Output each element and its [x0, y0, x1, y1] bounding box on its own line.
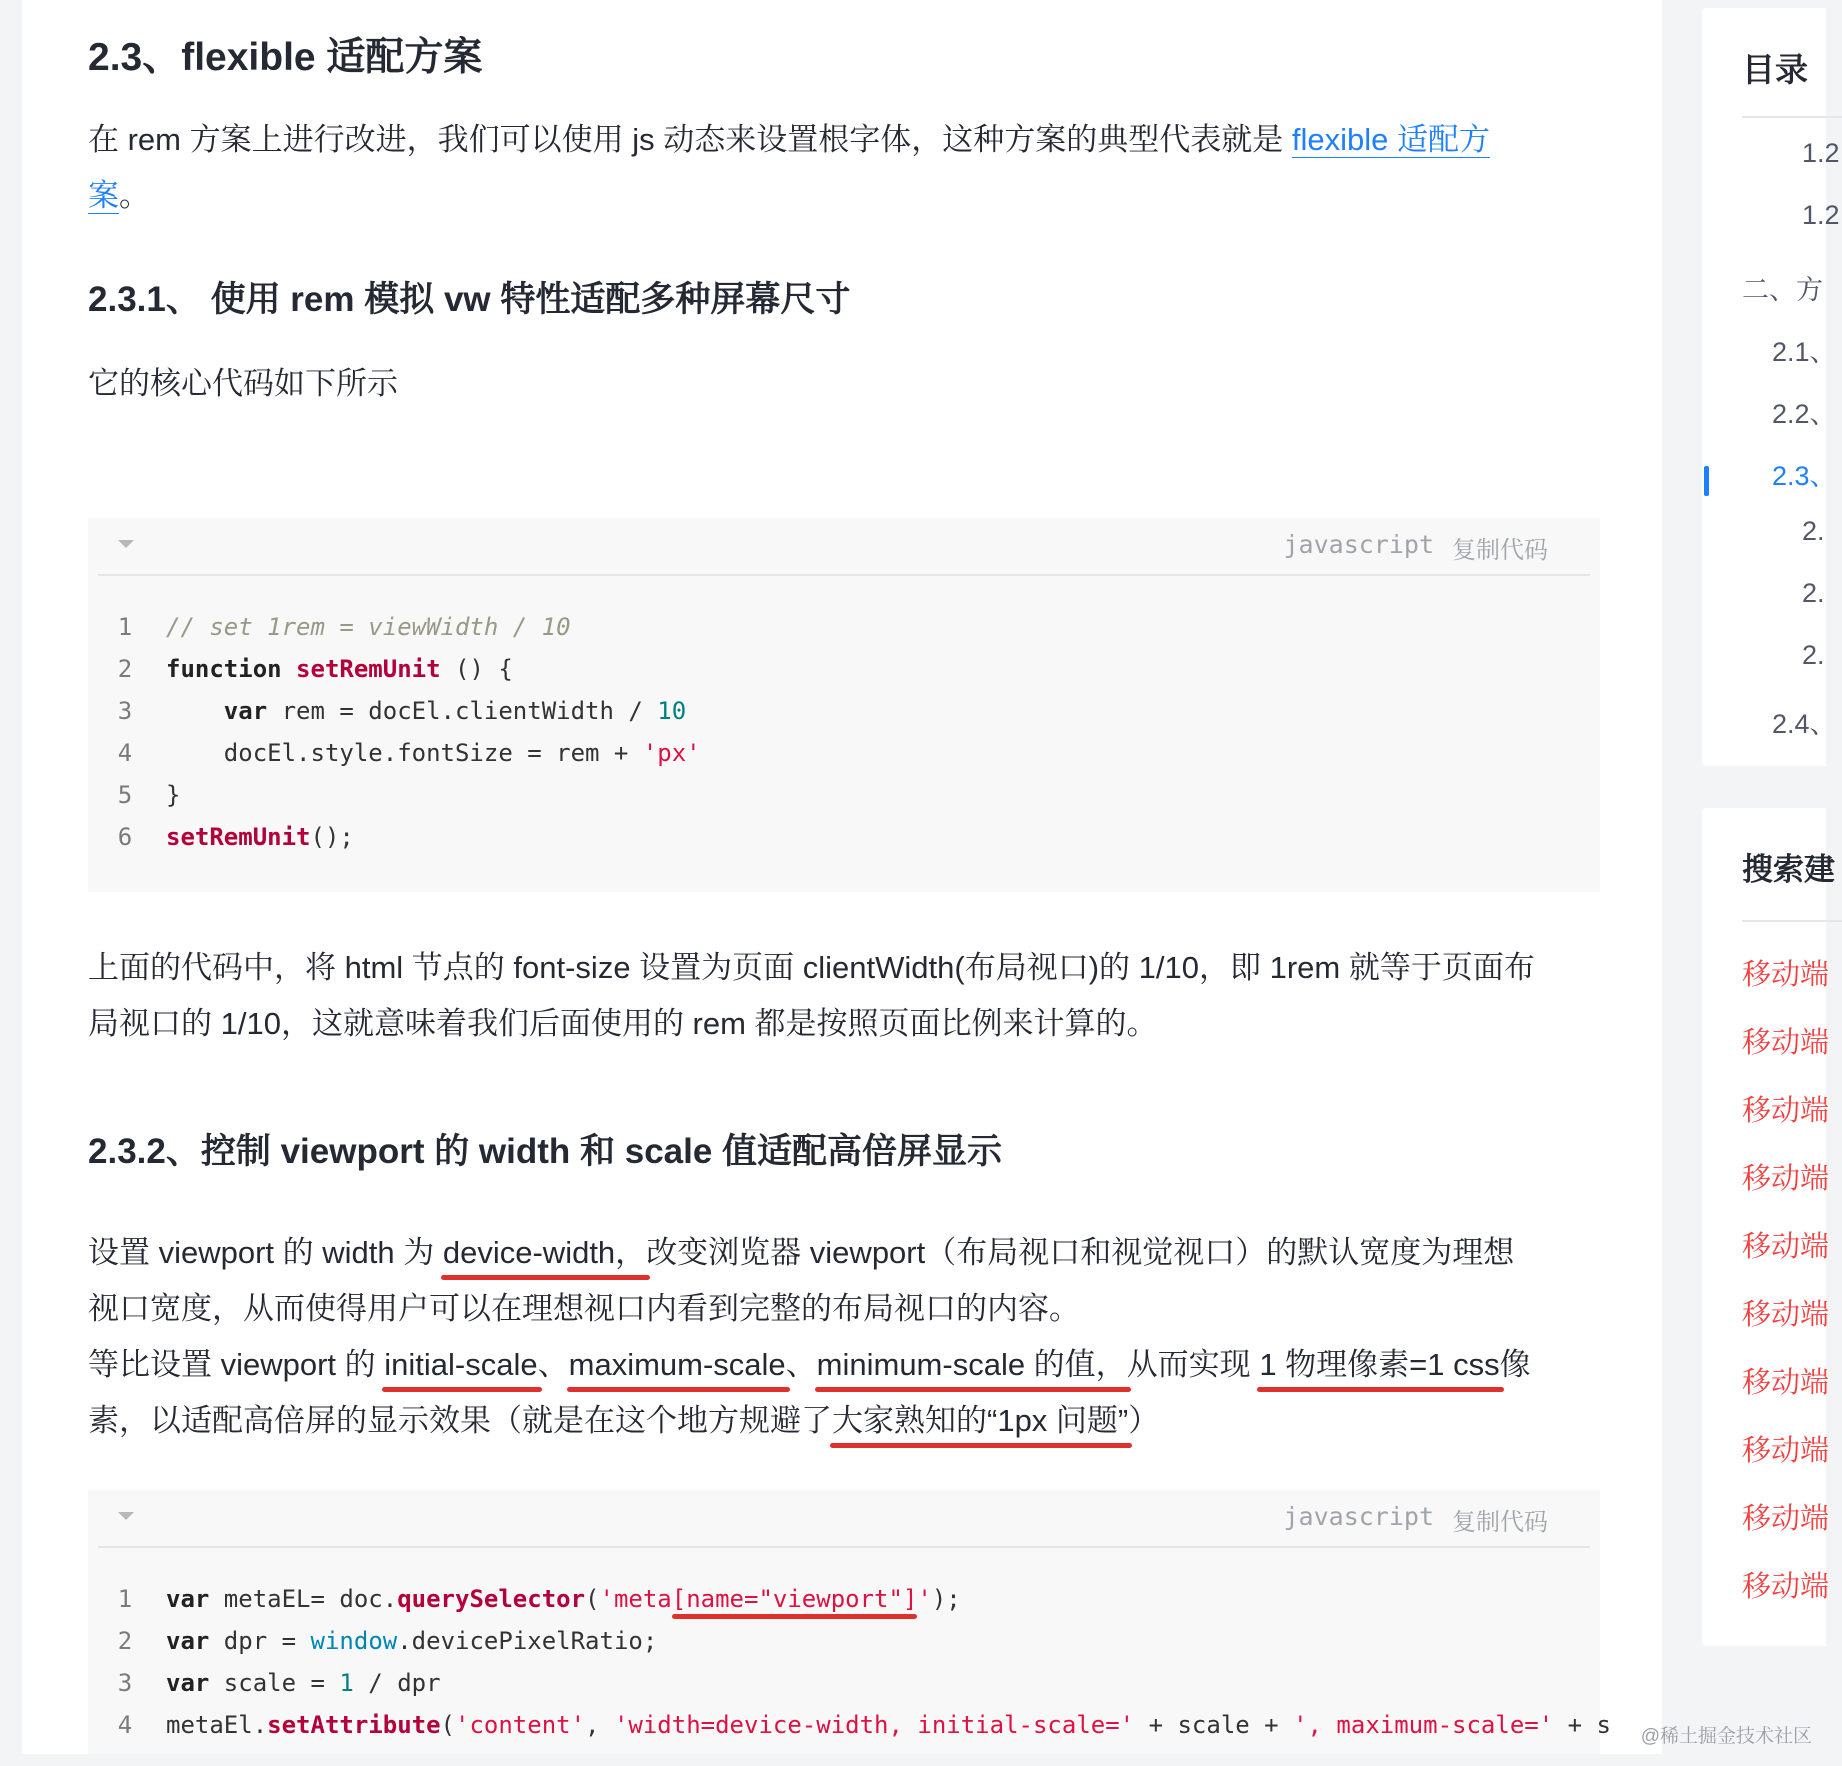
code-token: // set 1rem = viewWidth / 10 — [166, 613, 571, 641]
underlined-text: device-width， — [442, 1235, 647, 1270]
toc-item[interactable]: 2.2、 — [1772, 399, 1837, 429]
code-token: var — [166, 1585, 210, 1613]
code-token: setRemUnit — [166, 823, 311, 851]
toc-item[interactable]: 二、方 — [1742, 275, 1823, 305]
search-suggestion-item[interactable]: 移动端 — [1742, 1163, 1830, 1195]
text-segment: 等比设置 viewport 的 — [88, 1347, 385, 1382]
text-segment: ） — [1128, 1403, 1160, 1438]
subsection-title-1: 2.3.1、 使用 rem 模拟 vw 特性适配多种屏幕尺寸 — [88, 280, 851, 319]
code-line: 5 } — [88, 774, 1600, 816]
text-segment: 设置 viewport 的 width 为 — [88, 1235, 443, 1270]
toc-item[interactable]: 1.2 — [1802, 200, 1840, 230]
search-divider — [1742, 920, 1842, 922]
code-block-2 — [88, 1490, 1611, 1754]
line-number: 4 — [117, 739, 133, 767]
toc-item[interactable]: 2. — [1802, 640, 1825, 670]
code-token: 10 — [657, 697, 687, 725]
toc-item[interactable]: 2. — [1802, 516, 1825, 546]
code-header — [98, 1490, 1590, 1548]
search-suggestion-item[interactable]: 移动端 — [1742, 1299, 1830, 1331]
code-token: 1 — [339, 1669, 354, 1697]
search-suggestion-item[interactable]: 移动端 — [1742, 1571, 1830, 1603]
text-segment: 、 — [537, 1347, 569, 1382]
code-token: 'meta[name="viewport"]' — [599, 1585, 932, 1613]
code-token: var — [166, 1669, 210, 1697]
text-segment: 、 — [785, 1347, 817, 1382]
code-block-1 — [88, 518, 1600, 892]
line-number: 6 — [117, 823, 133, 851]
search-suggestion-item[interactable]: 移动端 — [1742, 1435, 1830, 1467]
toc-active-marker — [1704, 466, 1709, 496]
paragraph-2-line-1: 上面的代码中，将 html 节点的 font-size 设置为页面 clientWidth(布局视口)的 1/10，即 1rem 就等于页面布 — [88, 950, 1535, 985]
code-token: function — [166, 655, 282, 683]
code-token: var — [166, 1627, 210, 1655]
code-header — [98, 518, 1590, 576]
underlined-text: initial-scale — [384, 1347, 538, 1382]
toc-item-active[interactable]: 2.3、 — [1772, 461, 1837, 491]
code-language: javascript — [1283, 1502, 1434, 1531]
code-token: 'content' — [455, 1711, 586, 1739]
search-suggestions — [1702, 808, 1835, 1646]
line-number: 1 — [117, 1585, 133, 1613]
search-suggestion-item[interactable]: 移动端 — [1742, 1027, 1830, 1059]
code-line: 6 setRemUnit(); — [88, 816, 1600, 858]
copy-code-button[interactable]: 复制代码 — [1452, 537, 1548, 564]
code-line: 4 metaEl.setAttribute('content', 'width=device-width, initial-scale=' + scale + ', maximum-scale=' + s — [88, 1704, 1600, 1746]
flexible-link-continued[interactable]: 案 — [88, 178, 119, 213]
search-suggestion-item[interactable]: 移动端 — [1742, 959, 1830, 991]
code-body — [88, 576, 1600, 878]
paragraph-2 — [88, 940, 1600, 1052]
collapse-icon[interactable] — [118, 540, 134, 548]
paragraph-2-line-2: 局视口的 1/10，这就意味着我们后面使用的 rem 都是按照页面比例来计算的。 — [88, 1006, 1158, 1041]
search-suggestion-item[interactable]: 移动端 — [1742, 1367, 1830, 1399]
line-number: 2 — [117, 1627, 133, 1655]
intro-text: 在 rem 方案上进行改进，我们可以使用 js 动态来设置根字体，这种方案的典型代表就是 — [88, 122, 1292, 157]
code-line: 3 var scale = 1 / dpr — [88, 1662, 1600, 1704]
code-line: 2 function setRemUnit () { — [88, 648, 1600, 690]
watermark: @稀土掘金技术社区 — [1640, 1726, 1812, 1747]
line-number: 3 — [117, 1669, 133, 1697]
toc-item[interactable]: 2.4、 — [1772, 709, 1837, 739]
search-suggestion-item[interactable]: 移动端 — [1742, 1503, 1830, 1535]
code-line: 2 var dpr = window.devicePixelRatio; — [88, 1620, 1600, 1662]
text-segment: 改变浏览器 viewport（布局视口和视觉视口）的默认宽度为理想 — [646, 1235, 1515, 1270]
toc-item[interactable]: 2. — [1802, 578, 1825, 608]
code-line: 4 docEl.style.fontSize = rem + 'px' — [88, 732, 1600, 774]
code-token: 'px' — [642, 739, 701, 767]
intro-end: 。 — [119, 178, 150, 213]
search-title: 搜索建 — [1742, 852, 1835, 887]
code-token: var — [223, 697, 268, 725]
code-line: 1 var metaEL= doc.querySelector('meta[name="viewport"]'); — [88, 1578, 1600, 1620]
underlined-text: maximum-scale — [568, 1347, 786, 1382]
subsection-1-desc: 它的核心代码如下所示 — [88, 366, 398, 401]
code-body — [88, 1548, 1611, 1766]
line-number: 3 — [117, 697, 133, 725]
intro-paragraph — [88, 112, 1600, 224]
paragraph-3 — [88, 1225, 1628, 1449]
line-number: 1 — [117, 613, 133, 641]
subsection-title-2: 2.3.2、控制 viewport 的 width 和 scale 值适配高倍屏显示 — [88, 1132, 1003, 1171]
collapse-icon[interactable] — [118, 1512, 134, 1520]
line-number: 2 — [117, 655, 133, 683]
code-line — [88, 606, 1600, 648]
code-token: querySelector — [397, 1585, 586, 1613]
underlined-text: 1 物理像素=1 css — [1259, 1347, 1500, 1382]
toc-divider — [1742, 116, 1842, 118]
code-token: ', maximum-scale=' — [1293, 1711, 1554, 1739]
article-panel — [22, 0, 1662, 1754]
underlined-text: minimum-scale 的值， — [816, 1347, 1127, 1382]
flexible-link[interactable]: flexible 适配方 — [1291, 122, 1490, 157]
search-suggestion-item[interactable]: 移动端 — [1742, 1095, 1830, 1127]
line-number: 5 — [117, 781, 133, 809]
text-segment: 从而实现 — [1126, 1347, 1260, 1382]
code-token: setRemUnit — [296, 655, 441, 683]
text-segment: 像 — [1499, 1347, 1531, 1382]
section-title: 2.3、flexible 适配方案 — [88, 36, 483, 79]
underlined-text: 大家熟知的“1px 问题” — [832, 1403, 1129, 1438]
code-line: 3 var rem = docEl.clientWidth / 10 — [88, 690, 1600, 732]
copy-code-button[interactable]: 复制代码 — [1452, 1509, 1548, 1536]
toc-title: 目录 — [1742, 51, 1808, 88]
code-token: window — [310, 1627, 398, 1655]
line-number: 4 — [117, 1711, 133, 1739]
code-token: 'width=device-width, initial-scale=' — [613, 1711, 1135, 1739]
search-suggestion-item[interactable]: 移动端 — [1742, 1231, 1830, 1263]
code-language: javascript — [1283, 530, 1434, 559]
toc-item[interactable]: 1.2 — [1802, 138, 1840, 168]
toc-item[interactable]: 2.1、 — [1772, 337, 1837, 367]
text-segment: 视口宽度，从而使得用户可以在理想视口内看到完整的布局视口的内容。 — [88, 1291, 1080, 1326]
table-of-contents — [1702, 8, 1840, 766]
text-segment: 素，以适配高倍屏的显示效果（就是在这个地方规避了 — [88, 1403, 832, 1438]
code-token: setAttribute — [267, 1711, 441, 1739]
